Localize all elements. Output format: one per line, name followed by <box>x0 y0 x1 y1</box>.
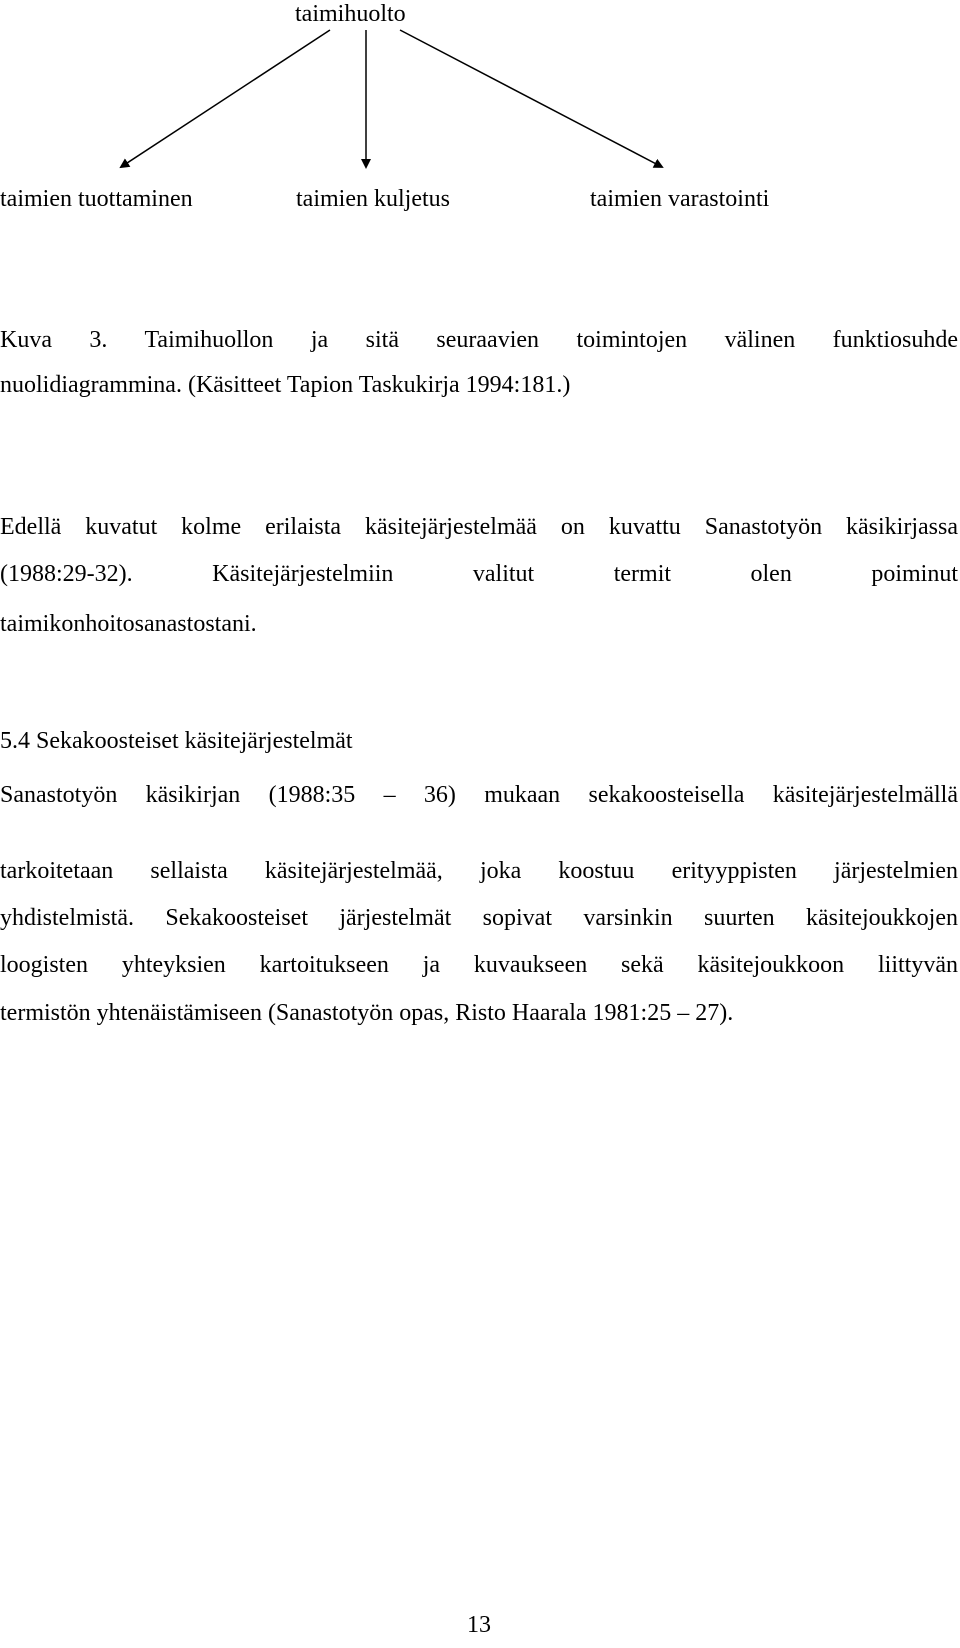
paragraph-1-line-3: taimikonhoitosanastostani. <box>0 611 257 637</box>
page-number: 13 <box>467 1612 491 1638</box>
paragraph-2-line-2: tarkoitetaan sellaista käsitejärjestelmää, joka koostuu erityyppisten järjestelmien <box>0 858 958 884</box>
diagram-child-tuottaminen: taimien tuottaminen <box>0 186 193 212</box>
paragraph-1-line-2: (1988:29-32). Käsitejärjestelmiin valitut termit olen poiminut <box>0 561 958 587</box>
diagram-child-kuljetus: taimien kuljetus <box>296 186 450 212</box>
section-heading: 5.4 Sekakoosteiset käsitejärjestelmät <box>0 728 353 754</box>
arrow-to-tuottaminen <box>121 30 330 167</box>
caption-line-1: Kuva 3. Taimihuollon ja sitä seuraavien toimintojen välinen funktiosuhde <box>0 327 958 353</box>
diagram-root-label: taimihuolto <box>295 1 406 27</box>
diagram-child-varastointi: taimien varastointi <box>590 186 770 212</box>
paragraph-2-line-1: Sanastotyön käsikirjan (1988:35 – 36) mukaan sekakoosteisella käsitejärjestelmällä <box>0 782 958 808</box>
paragraph-1-line-1: Edellä kuvatut kolme erilaista käsitejärjestelmää on kuvattu Sanastotyön käsikirjassa <box>0 514 958 540</box>
paragraph-2-line-5: termistön yhtenäistämiseen (Sanastotyön opas, Risto Haarala 1981:25 – 27). <box>0 1000 734 1026</box>
paragraph-2-line-4: loogisten yhteyksien kartoitukseen ja kuvaukseen sekä käsitejoukkoon liittyvän <box>0 952 958 978</box>
arrow-to-varastointi <box>400 30 662 167</box>
paragraph-2-line-3: yhdistelmistä. Sekakoosteiset järjestelmät sopivat varsinkin suurten käsitejoukkojen <box>0 905 958 931</box>
caption-line-2: nuolidiagrammina. (Käsitteet Tapion Taskukirja 1994:181.) <box>0 372 571 398</box>
